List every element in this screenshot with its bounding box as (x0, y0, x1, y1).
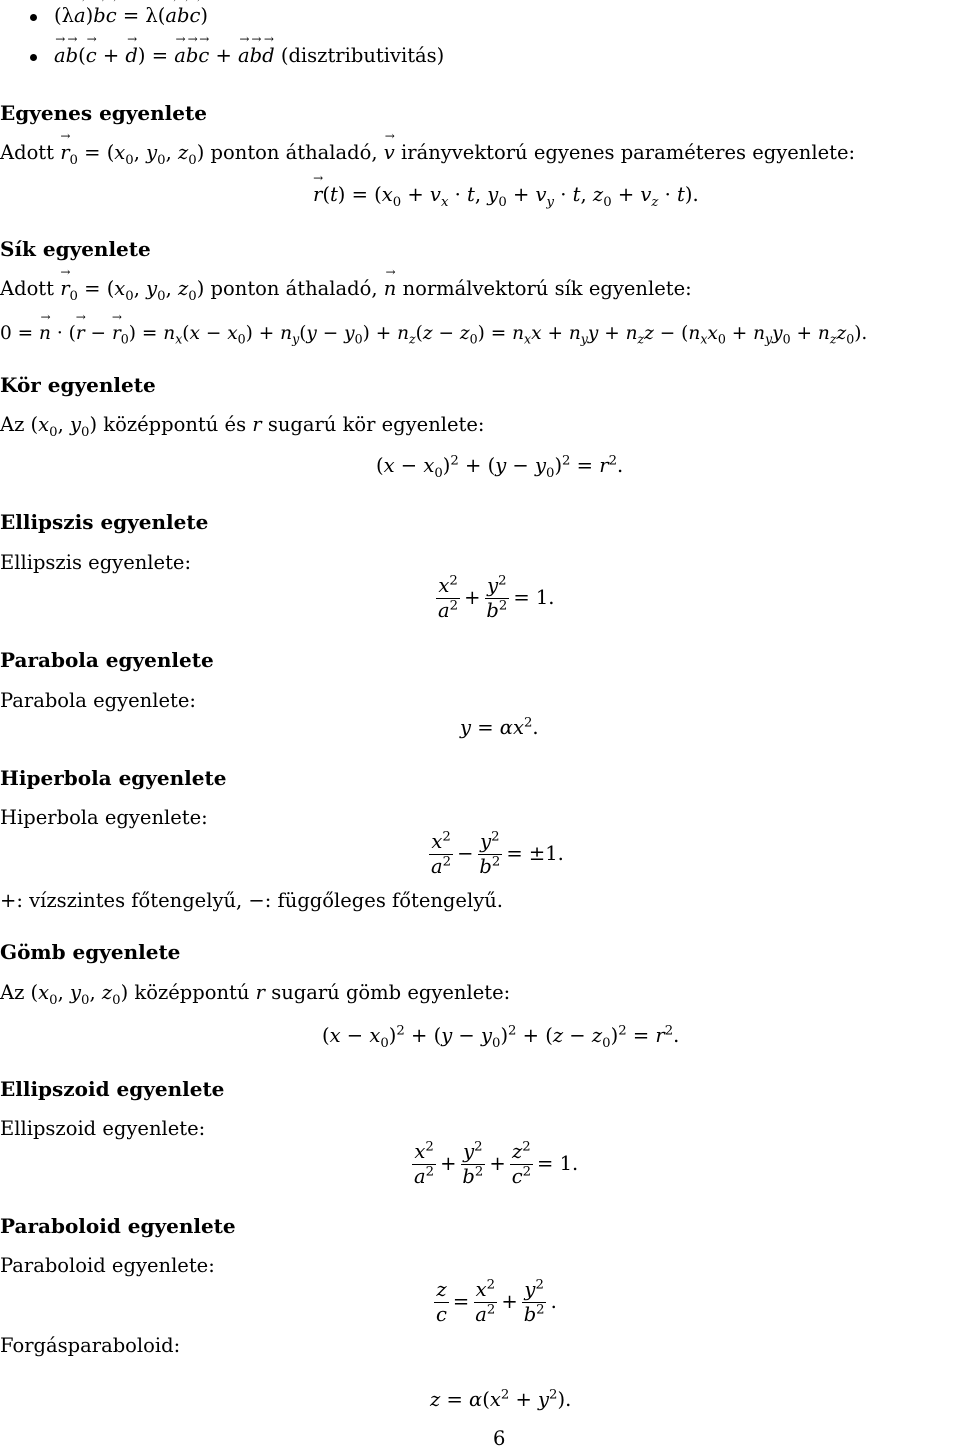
forgasparaboloid-label: Forgásparaboloid: (0, 1334, 181, 1357)
sik-description: Adott → $r_0 = (x_0$, $y_0$, $z_0$) ponton áthaladó, → n normálvektorú sík egyenlete: (0, 277, 692, 301)
section-title-ellipszoid: Ellipszoid egyenlete (0, 1077, 225, 1101)
hiperbola-equation: $\frac{x^2}{a^2}$ − $\frac{y^2}{b^2}$ = ±1. (431, 829, 564, 878)
sik-equation: 0 = → n · (→ r − → $r_0) = n_x(x - x_0) + n_y(y - y_0) + n_z(z - z_0) = n_xx + n_yy + n_zz - (n_xx_0 + n_yy_0 + n_zz_0)$. (0, 322, 867, 346)
section-title-parabola: Parabola egyenlete (0, 648, 214, 672)
hiperbola-description: Hiperbola egyenlete: (0, 806, 208, 829)
ellipszis-equation: $\frac{x^2}{a^2}$ + $\frac{y^2}{b^2}$ = 1. (438, 573, 555, 622)
gomb-description: Az ($x_0$, $y_0$, $z_0$) középpontú r sugarú gömb egyenlete: (0, 981, 511, 1008)
egyenes-description: Adott → $r_0 = (x_0$, $y_0$, $z_0$) ponton áthaladó, → v irányvektorú egyenes paraméteres egyenlete: (0, 141, 855, 165)
ellipszoid-equation: $\frac{x^2}{a^2}$ + $\frac{y^2}{b^2}$ + $\frac{z^2}{c^2}$ = 1. (414, 1139, 579, 1188)
ellipszis-description: Ellipszis egyenlete: (0, 551, 192, 574)
kor-description: Az ($x_0$, $y_0$) középpontú és r sugarú kör egyenlete: (0, 413, 485, 440)
bullet-formula-scalar: (λ→ a)→ b→ c = λ(→ a→ b→ c) (54, 4, 208, 28)
kor-equation: $(x - x_0)^2 + (y - y_0)^2 = r^2$. (376, 453, 624, 481)
parabola-equation: $y = \alpha x^2$. (460, 715, 539, 739)
ellipszoid-description: Ellipszoid egyenlete: (0, 1117, 206, 1140)
bullet-dot (30, 14, 37, 21)
paraboloid-description: Paraboloid egyenlete: (0, 1254, 215, 1277)
paraboloid-equation: $\frac{z}{c}$ = $\frac{x^2}{a^2}$ + $\frac{y^2}{b^2}$ . (436, 1277, 557, 1326)
page-number: 6 (493, 1427, 506, 1450)
section-title-paraboloid: Paraboloid egyenlete (0, 1214, 236, 1238)
section-title-ellipszis: Ellipszis egyenlete (0, 510, 209, 534)
egyenes-equation: → $r(t) = (x_0 + v_x \cdot t$, $y_0 + v_y \cdot t$, $z_0 + v_z \cdot t$). (313, 183, 699, 207)
bullet-dot (30, 54, 37, 61)
section-title-sik: Sík egyenlete (0, 237, 151, 261)
gomb-equation: $(x - x_0)^2 + (y - y_0)^2 + (z - z_0)^2 = r^2$. (322, 1023, 680, 1051)
section-title-hiperbola: Hiperbola egyenlete (0, 766, 227, 790)
forgasparaboloid-equation: $z = \alpha(x^2 + y^2)$. (430, 1387, 572, 1411)
distributivity-note: (disztributivitás) (280, 44, 445, 67)
bullet-formula-distributivity: → a→ b(→ c + → d) = → a→ b→ c + → a→ b→ d (disztributivitás) (54, 44, 444, 68)
section-title-egyenes: Egyenes egyenlete (0, 101, 207, 125)
hiperbola-note: +: vízszintes főtengelyű, −: függőleges főtengelyű. (0, 889, 503, 912)
section-title-gomb: Gömb egyenlete (0, 940, 181, 964)
section-title-kor: Kör egyenlete (0, 373, 156, 397)
parabola-description: Parabola egyenlete: (0, 689, 196, 712)
